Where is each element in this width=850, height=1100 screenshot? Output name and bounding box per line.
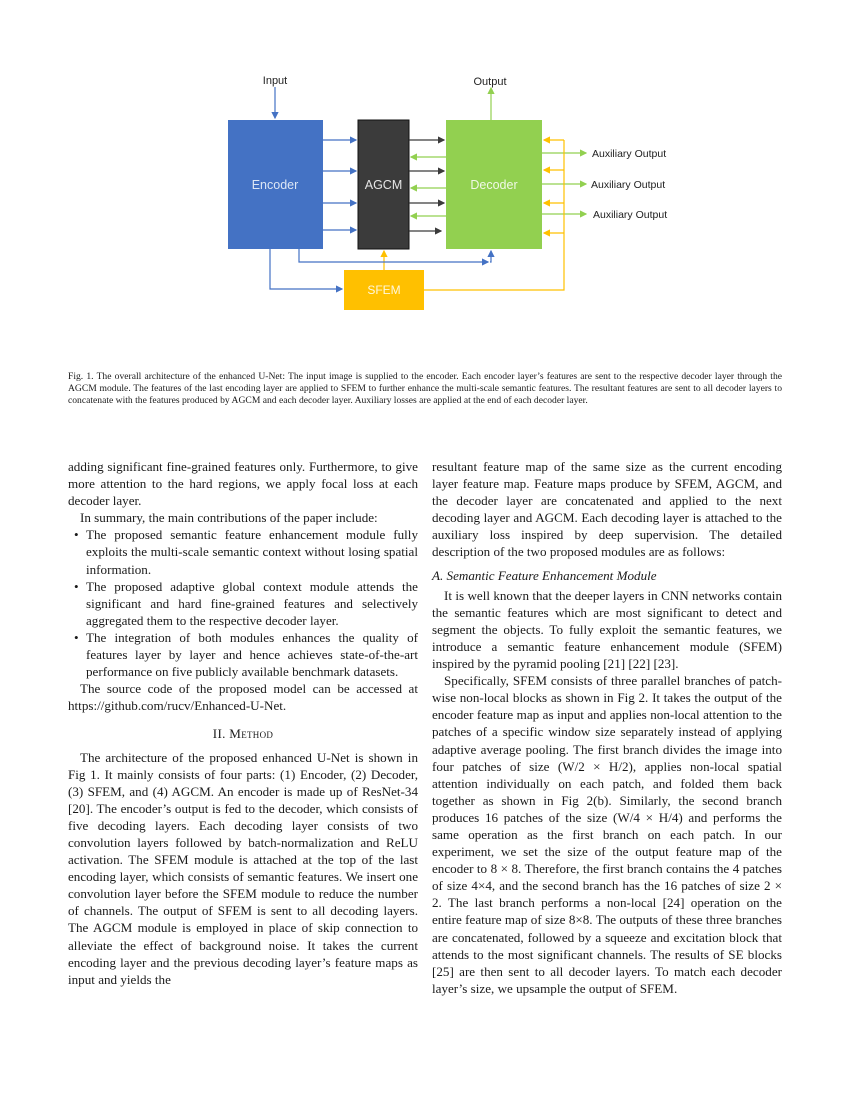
subsection-heading: A. Semantic Feature Enhancement Module: [432, 567, 657, 583]
paragraph: The architecture of the proposed enhanced U-Net is shown in Fig 1. It mainly consists of four parts: (1) Encoder, (2) Decoder, (3) SFEM, and (4) AGCM. An encoder is made up of ResNet-34 [20]. The encoder’s output is fed to the decoder, which consists of five decoding layers. Each decoding layer consists of two convolution layers followed by batch-normalization and ReLU activation. The SFEM module is attached at the top of the last encoding layer, which consists of semantic features. We insert one convolution layer before the SFEM module to reduce the number of channels. The output of SFEM is sent to all decoding layers. The AGCM module is employed in place of skip connection to alleviate the effect of background noise. It takes the current encoding layer and the previous decoding layer’s feature maps as input and yields the: [68, 749, 418, 987]
auxiliary-output-label-2: Auxiliary Output: [591, 179, 666, 191]
list-item: • The proposed adaptive global context module attends the significant and hard fine-grained features and selectively aggregated them to the respective decoder layer.: [68, 578, 418, 629]
sfem-label: SFEM: [367, 283, 401, 297]
paragraph: adding significant fine-grained features only. Furthermore, to give more attention to the hard regions, we apply focal loss at each decoder layer.: [68, 459, 418, 509]
architecture-diagram: [0, 0, 850, 330]
input-label: Input: [262, 75, 288, 87]
encoder-to-agcm-arrows: [323, 140, 356, 230]
decoder-to-agcm-arrows: [411, 157, 446, 216]
paragraph: In summary, the main contributions of the paper include:: [80, 510, 378, 526]
list-item: • The proposed semantic feature enhancement module fully exploits the multi-scale semantic context without losing spatial information.: [68, 526, 418, 577]
contributions-list: [68, 526, 418, 680]
figure-caption: Fig. 1. The overall architecture of the enhanced U-Net: The input image is supplied to the encoder. Each encoder layer’s features are sent to the respective decoder layer through the AGCM module. The features of the last encoding layer are applied to SFEM to further enhance the multi-scale semantic features. The resultant features are sent to all decoder layers to concatenate with the features produced by AGCM and each decoder layer. Auxiliary losses are applied at the end of each decoder layer.: [68, 371, 782, 406]
auxiliary-output-label-3: Auxiliary Output: [593, 209, 668, 221]
left-column: [68, 458, 418, 988]
decoder-label: Decoder: [470, 178, 518, 192]
paragraph: resultant feature map of the same size as the current encoding layer feature map. Feature maps produce by SFEM, AGCM, and the decoder layer are concatenated and applied to the next decoding layer and AGCM. Each decoding layer is attached to the auxiliary loss inspired by deep supervision. The detailed description of the two proposed modules are as follows:: [432, 459, 782, 560]
agcm-to-decoder-arrows: [409, 140, 444, 231]
encoder-to-decoder-up-arrow: [490, 251, 491, 262]
paragraph: Specifically, SFEM consists of three parallel branches of patch-wise non-local blocks as shown in Fig 2. It takes the output of the encoder feature map as input and applies non-local attention to the patches of a specific window size separately instead of applying adaptive average pooling. The first branch divides the image into four patches of size (W/2 × H/2), applies non-local spatial attention individually on each patch, and folded them back together as shown in Fig 2(b). Similarly, the second branch produces 16 patches of the size (W/4 × H/4) and performs the same operation as the first branch on each patch. In our experiment, we set the size of the output feature map of the encoder to 8 × 8. Therefore, the first branch contains the 4 patches of size 4×4, and the second branch has the 16 patches of size 2 × 2. The last branch performs a non-local [24] operation on the entire feature map of size 8×8. The outputs of these three branches are concatenated, followed by a squeeze and excitation block that attends to the most significant channels. The results of SE blocks [25] are then sent to all decoder layers. To match each decoder layer’s size, we upsample the output of SFEM.: [432, 673, 782, 996]
section-heading: II. Method: [212, 726, 274, 742]
output-label: Output: [473, 76, 507, 88]
encoder-to-decoder-bottom-arrow: [299, 249, 488, 262]
agcm-label: AGCM: [364, 178, 403, 192]
list-item: • The integration of both modules enhances the quality of features layer by layer and hence achieves state-of-the-art performance on five publicly available benchmark datasets.: [68, 629, 418, 680]
source-code-paragraph: The source code of the proposed model can be accessed at https://github.com/rucv/Enhanced-U-Net.: [68, 681, 418, 714]
paragraph: It is well known that the deeper layers in CNN networks contain the semantic features which are most significant to detect and segment the objects. To fully exploit the semantic features, we introduce a semantic feature enhancement module (SFEM) inspired by the pyramid pooling [21] [22] [23].: [432, 587, 782, 672]
right-column: [432, 458, 782, 997]
auxiliary-output-label-1: Auxiliary Output: [592, 148, 667, 160]
architecture-figure: [0, 0, 850, 330]
encoder-to-sfem-arrow: [270, 249, 342, 289]
encoder-label: Encoder: [251, 178, 299, 192]
